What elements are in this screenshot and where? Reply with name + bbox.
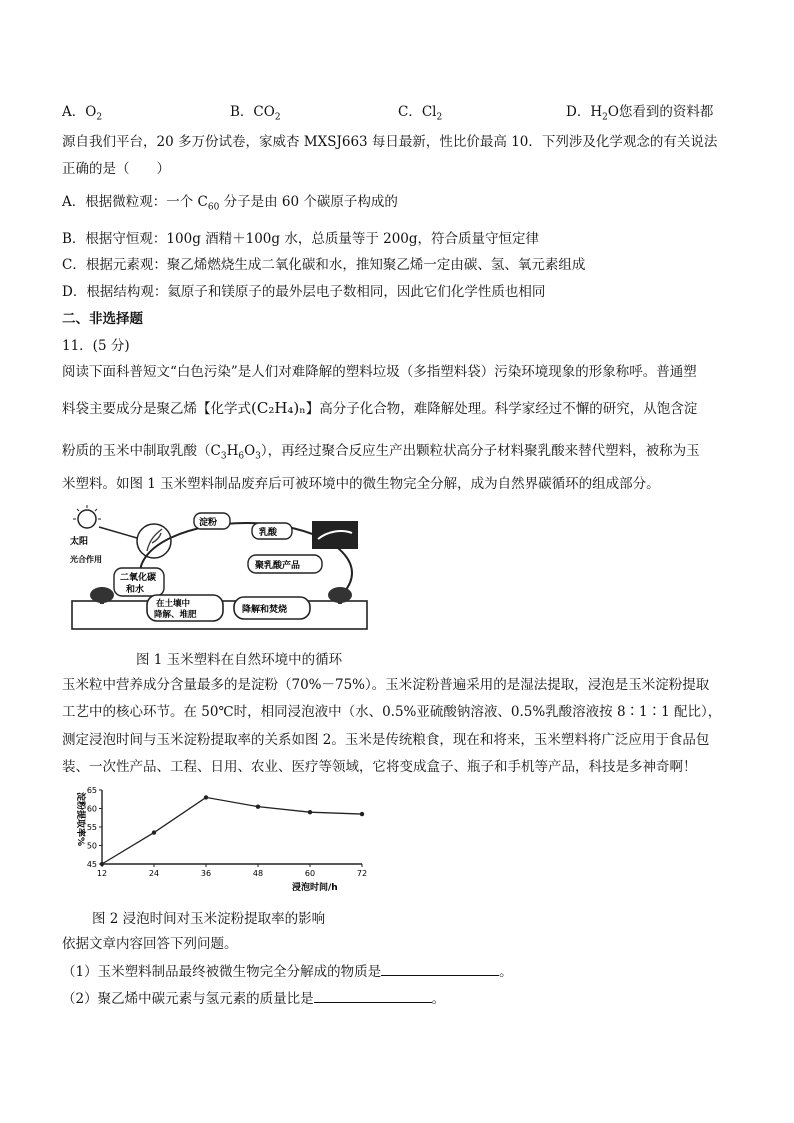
chart-data-point [360, 812, 364, 816]
q10-option-b: B．根据守恒观：100g 酒精＋100g 水，总质量等于 200g，符合质量守恒定律 [62, 231, 540, 247]
passage-line-3: 粉质的玉米中制取乳酸$(C_3H_6O_3)$，再经过聚合反应生产出颗粒状高分子材料聚乳酸来替代塑料，被称为玉 [62, 443, 700, 462]
soil-label-2: 降解、堆肥 [154, 610, 197, 620]
chart-y-tick-label: 45 [86, 860, 97, 869]
chart-data-point [308, 810, 312, 814]
co2-water-label-1: 二氧化碳 [120, 573, 157, 583]
chart-x-axis-label: 浸泡时间/h [292, 883, 338, 893]
chart-x-tick-label: 36 [200, 869, 212, 878]
option-a: A．$O_2$ [62, 104, 103, 123]
chart-data-point [152, 830, 156, 834]
degrade-label: 降解和焚烧 [242, 605, 288, 615]
q10-option-c: C．根据元素观：聚乙烯燃烧生成二氧化碳和水，推知聚乙烯一定由碳、氢、氧元素组成 [62, 257, 586, 273]
question-2: （2）聚乙烯中碳元素与氢元素的质量比是 。 [62, 988, 732, 1009]
q11-heading: 11．(5 分) [62, 338, 130, 354]
passage2-line-2: 工艺中的核心环节。在 50℃时，相同浸泡液中（水、0.5%亚硫酸钠溶液、0.5%乳酸溶液按 8∶1∶1 配比）， [62, 704, 722, 720]
answer-blank-1[interactable] [381, 961, 499, 976]
chart-data-point [100, 862, 104, 866]
soil-label-1: 在土壤中 [156, 599, 191, 609]
chart-y-tick-label: 60 [86, 804, 97, 814]
option-c: C．$Cl_2$ [398, 104, 443, 123]
q10-option-d: D．根据结构观：氦原子和镁原子的最外层电子数相同，因此它们化学性质也相同 [62, 284, 546, 300]
chart-y-axis-label: 淀粉提取率% [75, 792, 85, 847]
passage2-line-1: 玉米粒中营养成分含量最多的是淀粉（70%－75%）。玉米淀粉普遍采用的是湿法提取，浸泡是玉米淀粉提取 [62, 677, 710, 693]
sun-label: 太阳 [70, 537, 89, 547]
option-b: B．$CO_2$ [230, 104, 281, 123]
chart-y-tick-label: 50 [86, 841, 97, 851]
co2-water-label-2: 和水 [126, 585, 145, 595]
passage2-line-3: 测定浸泡时间与玉米淀粉提取率的关系如图 2。玉米是传统粮食，现在和将来，玉米塑料将广泛应用于食品包 [62, 732, 710, 748]
option-d: D．$H_2O$您看到的资料都 [566, 104, 714, 123]
chart-y-tick-label: 65 [86, 786, 97, 795]
passage-line-2: 料袋主要成分是聚乙烯【化学式(C₂H₄)ₙ】高分子化合物，难降解处理。科学家经过不懈的研究，从饱含淀 [62, 399, 698, 417]
lactic-acid-label: 乳酸 [259, 528, 278, 538]
answer-blank-2[interactable] [314, 988, 432, 1003]
chart-x-tick-label: 24 [148, 869, 160, 878]
passage-line-4: 米塑料。如图 1 玉米塑料制品废弃后可被环境中的微生物完全分解，成为自然界碳循环的组成部分。 [62, 476, 660, 492]
q10-option-a: A．根据微粒观：一个 $C_{60}$ 分子是由 60 个碳原子构成的 [62, 194, 398, 213]
product-image [312, 521, 358, 549]
photosynthesis-label: 光合作用 [70, 555, 102, 564]
starch-label: 淀粉 [199, 518, 218, 528]
chart-data-point [204, 795, 208, 799]
figure-1-cycle-diagram [62, 503, 372, 638]
chart-x-tick-label: 48 [252, 869, 264, 878]
passage-line-1: 阅读下面科普短文“白色污染”是人们对难降解的塑料垃圾（多指塑料袋）污染环境现象的形象称呼。普通塑 [62, 364, 697, 380]
questions-intro: 依据文章内容回答下列问题。 [62, 936, 238, 952]
chart-data-point [256, 804, 260, 808]
figure-1-caption: 图 1 玉米塑料在自然环境中的循环 [136, 652, 343, 668]
chart-x-tick-label: 72 [356, 869, 368, 878]
ad-line-1: 源自我们平台，20 多万份试卷，家威杏 MXSJ663 每日最新，性比价最高 10．下列涉及化学观念的有关说法 [62, 134, 718, 150]
ad-line-2: 正确的是（ ） [62, 161, 170, 177]
chart-x-tick-label: 12 [96, 869, 108, 878]
passage2-line-4: 装、一次性产品、工程、日用、农业、医疗等领域，它将变成盒子、瓶子和手机等产品，科技是多神奇啊！ [62, 759, 697, 775]
section-title: 二、非选择题 [62, 311, 143, 327]
question-1: （1）玉米塑料制品最终被微生物完全分解成的物质是 。 [62, 961, 732, 982]
chart-y-tick-label: 55 [86, 823, 97, 832]
chart-x-tick-label: 60 [304, 869, 316, 878]
figure-2-caption: 图 2 浸泡时间对玉米淀粉提取率的影响 [92, 911, 326, 927]
chart-series-line [102, 797, 362, 864]
figure-2-line-chart [75, 784, 370, 896]
pla-products-label: 聚乳酸产品 [255, 561, 301, 571]
